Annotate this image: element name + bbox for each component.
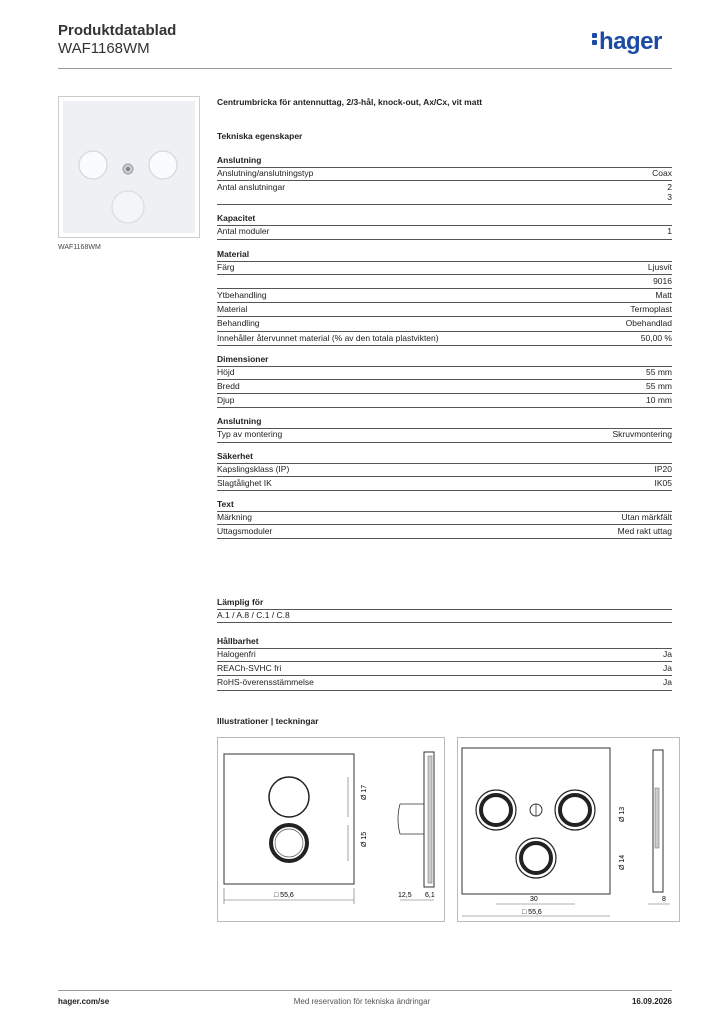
dim-width-left: □ 55,6	[274, 892, 294, 899]
spec-value: Utan märkfält	[621, 512, 672, 522]
spec-row	[217, 511, 672, 525]
spec-value: 9016	[653, 275, 672, 286]
spec-value: 1	[667, 226, 672, 237]
section-title: Säkerhet	[217, 450, 253, 461]
spec-value: Ja	[663, 649, 672, 659]
spec-label: Antal moduler	[217, 226, 270, 237]
header-divider	[58, 68, 672, 69]
spec-value: 2	[667, 182, 672, 193]
logo-text: hager	[599, 28, 662, 55]
spec-label: Slagtålighet IK	[217, 477, 272, 488]
drawing-left	[217, 737, 445, 922]
spec-value: Coax	[652, 168, 672, 178]
dim-depth-8: 8	[662, 896, 666, 903]
spec-label: Antal anslutningar	[217, 182, 286, 193]
section-title: Lämplig för	[217, 597, 264, 607]
drawing-right	[457, 737, 680, 922]
spec-label: Märkning	[217, 512, 252, 522]
spec-label: Typ av montering	[217, 429, 283, 440]
spec-value: IP20	[654, 463, 672, 474]
section-title: Anslutning	[217, 155, 262, 165]
spec-label: Anslutning/anslutningstyp	[217, 168, 314, 178]
product-description: Centrumbricka för antennuttag, 2/3-hål, knock-out, Ax/Cx, vit matt	[217, 97, 483, 107]
spec-label: Ytbehandling	[217, 290, 267, 300]
cover-plate-illustration	[63, 101, 195, 233]
spec-value: 10 mm	[646, 395, 672, 406]
spec-row	[217, 317, 672, 331]
spec-row	[217, 275, 672, 289]
product-code: WAF1168WM	[58, 40, 150, 57]
spec-value: Ljusvit	[647, 261, 672, 272]
spec-value: Ja	[663, 677, 672, 688]
spec-label: A.1 / A.8 / C.1 / C.8	[217, 610, 290, 620]
spec-label: Innehåller återvunnet material (% av den totala plastvikten)	[217, 332, 439, 343]
spec-row	[217, 394, 672, 408]
spec-row	[217, 289, 672, 303]
spec-value: 50,00 %	[640, 332, 672, 343]
section-title: Text	[217, 499, 234, 509]
spec-row	[217, 167, 672, 181]
footer-date: 16.09.2026	[631, 997, 672, 1006]
spec-row	[217, 609, 672, 623]
spec-row	[217, 648, 672, 662]
dimension-drawing-right	[458, 738, 679, 921]
section-title: Dimensioner	[217, 353, 269, 364]
spec-label: Kapslingsklass (IP)	[217, 463, 290, 474]
dim-depth-12-5: 12,5	[398, 892, 412, 899]
spec-label: RoHS-överensstämmelse	[217, 677, 314, 688]
section-title: Hållbarhet	[217, 636, 259, 646]
footer-website-link[interactable]: hager.com/se	[58, 997, 110, 1006]
spec-row	[217, 380, 672, 394]
footer-disclaimer: Med reservation för tekniska ändringar	[293, 997, 431, 1006]
spec-label: Höjd	[217, 366, 235, 377]
dim-d13: Ø 13	[619, 806, 626, 822]
specs-heading: Tekniska egenskaper	[217, 131, 303, 141]
spec-value: 55 mm	[646, 366, 672, 377]
dim-d17: Ø 17	[361, 784, 368, 800]
dim-d15: Ø 15	[361, 831, 368, 847]
dim-spacing-30: 30	[530, 896, 538, 903]
hager-logo[interactable]	[592, 28, 662, 56]
section-title: Anslutning	[217, 416, 262, 427]
footer-divider	[58, 990, 672, 991]
spec-row	[217, 525, 672, 539]
page-title: Produktdatablad	[58, 22, 177, 39]
spec-row	[217, 477, 672, 491]
dim-d14: Ø 14	[619, 854, 626, 870]
dimension-drawing-left	[218, 738, 444, 921]
spec-row	[217, 225, 672, 239]
spec-value: IK05	[654, 477, 672, 488]
product-image	[58, 96, 200, 238]
spec-label: Halogenfri	[217, 649, 256, 659]
spec-label: Bredd	[217, 381, 240, 391]
spec-value: Skruvmontering	[612, 429, 672, 440]
spec-label: Uttagsmoduler	[217, 526, 273, 537]
spec-value: Obehandlad	[625, 318, 672, 329]
spec-row	[217, 366, 672, 380]
spec-label: Material	[217, 304, 248, 315]
spec-label: Färg	[217, 261, 235, 272]
section-title: Material	[217, 248, 250, 259]
spec-value: 55 mm	[646, 381, 672, 391]
logo-dots-icon	[592, 31, 597, 47]
spec-value: Ja	[663, 663, 672, 674]
spec-label: Djup	[217, 395, 235, 406]
dim-width-right: □ 55,6	[522, 909, 542, 916]
spec-value: Termoplast	[630, 304, 672, 315]
image-caption: WAF1168WM	[58, 244, 101, 251]
spec-row	[217, 303, 672, 317]
spec-row	[217, 463, 672, 477]
spec-value: 3	[667, 192, 672, 203]
spec-value: Med rakt uttag	[617, 526, 672, 537]
spec-label: Behandling	[217, 318, 260, 329]
spec-row	[217, 662, 672, 676]
spec-row	[217, 428, 672, 442]
spec-row	[217, 332, 672, 346]
section-title: Kapacitet	[217, 213, 256, 224]
illustrations-heading: Illustrationer | teckningar	[217, 716, 319, 726]
spec-row	[217, 261, 672, 275]
spec-label: REACh-SVHC fri	[217, 663, 282, 674]
dim-depth-6-1: 6,1	[425, 892, 435, 899]
spec-row	[217, 676, 672, 690]
spec-row	[217, 181, 672, 205]
spec-value: Matt	[655, 290, 672, 300]
